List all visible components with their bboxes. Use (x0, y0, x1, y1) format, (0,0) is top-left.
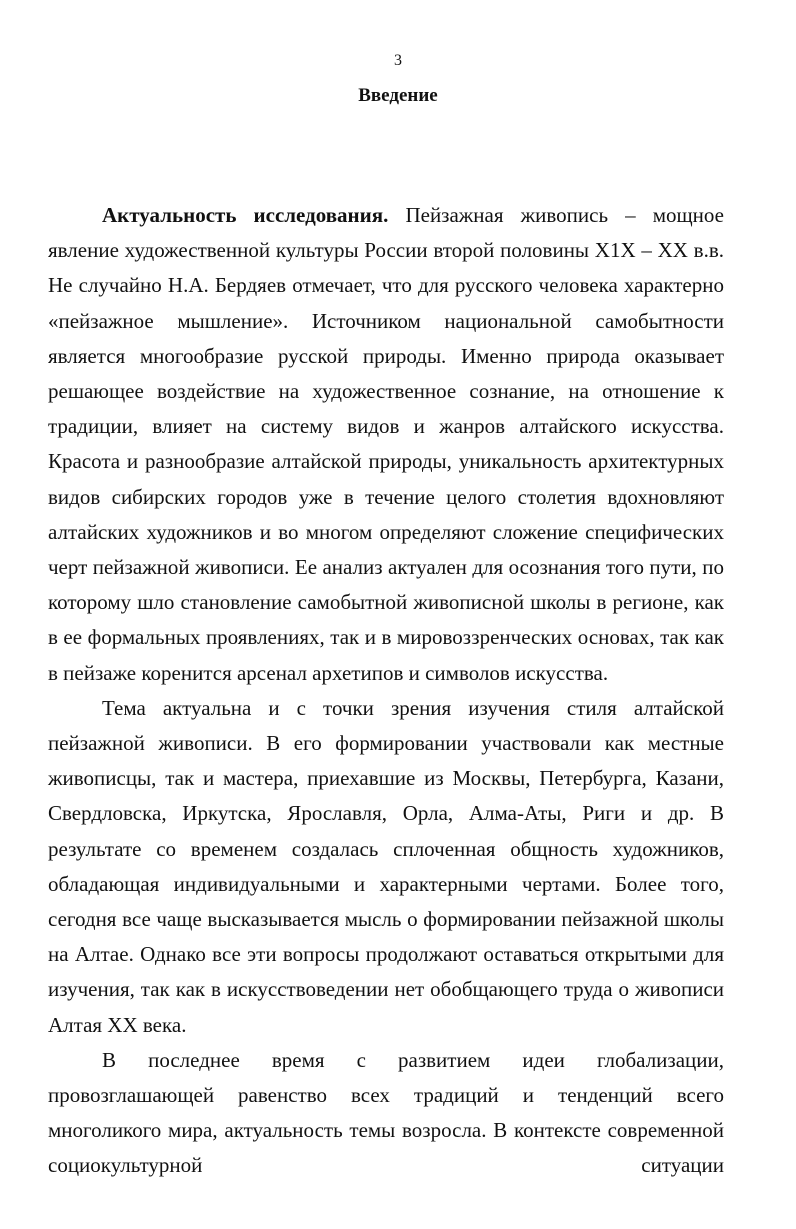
paragraph-globalization (48, 1043, 724, 1184)
section-heading: Введение (358, 85, 438, 106)
page-number: 3 (394, 52, 402, 69)
paragraph-text: В последнее время с развитием идеи глобализации, провозглашающей равенство всех традиций и тенденций всего многоликого мира, актуальность темы возросла. В контексте современной социокультурной ситуации (48, 1047, 724, 1178)
paragraph-relevance (48, 198, 724, 691)
paragraph-lead: Актуальность исследования. (102, 203, 389, 227)
paragraph-style (48, 691, 724, 1043)
paragraph-text: Пейзажная живопись – мощное явление художественной культуры России второй половины Х1Х – ХХ в.в. Не случайно Н.А. Бердяев отмечает, что для русского человека характерно «пейзажное мышление». Источником национальной самобытности является многообразие русской природы. Именно природа оказывает решающее воздействие на художественное сознание, на отношение к традиции, влияет на систему видов и жанров алтайского искусства. Красота и разнообразие алтайской природы, уникальность архитектурных видов сибирских городов уже в течение целого столетия вдохновляют алтайских художников и во многом определяют сложение специфических черт пейзажной живописи. Ее анализ актуален для осознания того пути, по которому шло становление самобытной живописной школы в регионе, как в ее формальных проявлениях, так и в мировоззренческих основах, так как в пейзаже коренится арсенал архетипов и символов искусства. (48, 203, 724, 685)
body-text (48, 198, 724, 1184)
paragraph-text: Тема актуальна и с точки зрения изучения стиля алтайской пейзажной живописи. В его формировании участвовали как местные живописцы, так и мастера, приехавшие из Москвы, Петербурга, Казани, Свердловска, Иркутска, Ярославля, Орла, Алма-Аты, Риги и др. В результате со временем создалась сплоченная общность художников, обладающая индивидуальными и характерными чертами. Более того, сегодня все чаще высказывается мысль о формировании пейзажной школы на Алтае. Однако все эти вопросы продолжают оставаться открытыми для изучения, так как в искусствоведении нет обобщающего труда о живописи Алтая ХХ века. (48, 695, 724, 1037)
